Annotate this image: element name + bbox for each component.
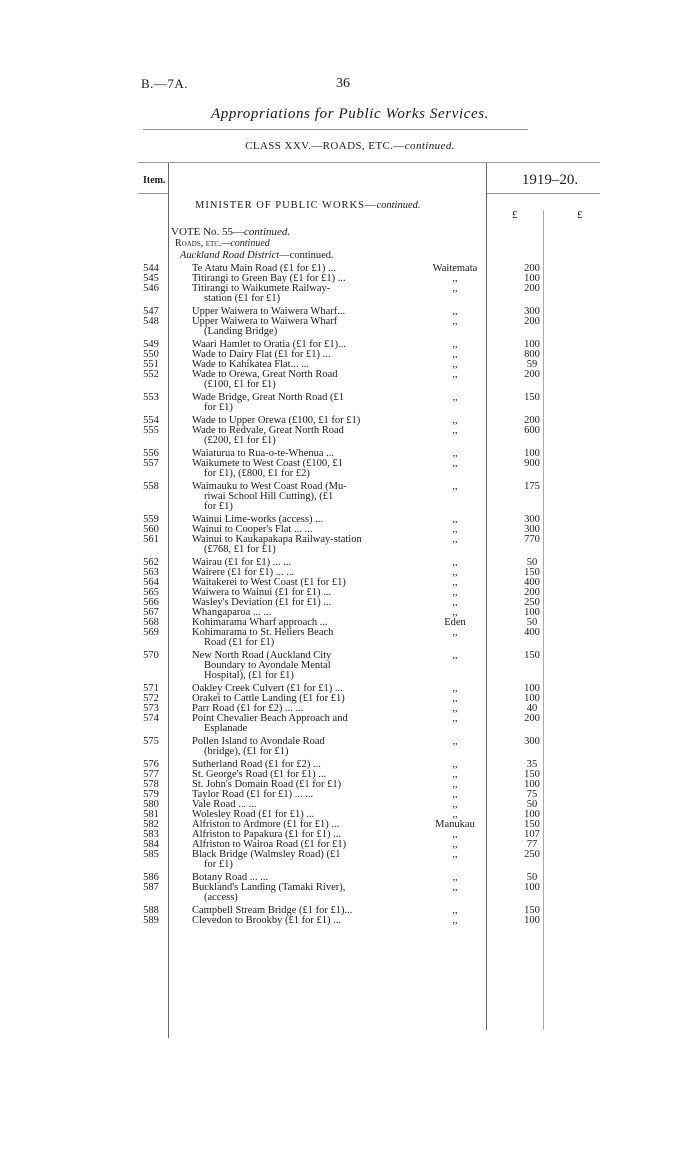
description-line: Clevedon to Brookby (£1 for £1) ... (192, 915, 342, 926)
item-number: 587 (143, 882, 159, 893)
ministry-name: MINISTER OF PUBLIC WORKS— (195, 200, 377, 211)
description-line: Kohimarama Wharf approach ... (192, 617, 328, 628)
district-cont: —continued. (279, 250, 334, 261)
description-line: Alfriston to Wairoa Road (£1 for £1) (192, 839, 347, 850)
item-number: 580 (143, 799, 159, 810)
subhead-heading (175, 238, 270, 249)
description-line: Waiaturua to Rua-o-te-Whenua ... (192, 448, 335, 459)
description-continuation: for £1) (204, 501, 233, 512)
description-line: Wade to Orewa, Great North Road (192, 369, 338, 380)
description-line: Alfriston to Ardmore (£1 for £1) ... (192, 819, 340, 830)
pound-header-2: £ (577, 209, 583, 221)
item-amount: 150 (524, 392, 540, 403)
item-number: 575 (143, 736, 159, 747)
description-line: Wade to Upper Orewa (£100, £1 for £1) (192, 415, 361, 426)
item-amount: 100 (524, 779, 540, 790)
item-amount: 77 (526, 839, 538, 850)
class-heading-cont: continued. (404, 140, 455, 152)
item-amount: 50 (526, 872, 538, 883)
item-district: ,, (452, 514, 458, 525)
description-continuation: Hospital), (£1 for £1) (204, 670, 294, 681)
item-number: 563 (143, 567, 159, 578)
item-amount: 150 (524, 819, 540, 830)
item-description (192, 482, 411, 512)
description-line: Orakei to Cattle Landing (£1 for £1) (192, 693, 345, 704)
description-continuation: (£100, £1 for £1) (204, 379, 276, 390)
item-description (192, 459, 411, 479)
description-line: St. George's Road (£1 for £1) ... (192, 769, 327, 780)
document-reference: B.—7A. (141, 76, 189, 91)
description-line: Wairau (£1 for £1) ... ... (192, 557, 292, 568)
item-district: ,, (452, 915, 458, 926)
description-continuation: Road (£1 for £1) (204, 637, 275, 648)
item-amount: 400 (524, 577, 540, 588)
description-continuation: for £1) (204, 859, 233, 870)
table-top-rule (138, 162, 600, 163)
district-heading (180, 250, 334, 261)
item-district: ,, (452, 359, 458, 370)
description-line: Waitakerei to West Coast (£1 for £1) (192, 577, 346, 588)
item-amount: 50 (526, 557, 538, 568)
item-amount: 100 (524, 273, 540, 284)
item-number: 546 (143, 283, 159, 294)
description-continuation: (£200, £1 for £1) (204, 435, 276, 446)
item-number: 571 (143, 683, 159, 694)
item-description (192, 883, 411, 903)
description-continuation: for £1), (£800, £1 for £2) (204, 468, 310, 479)
item-number: 567 (143, 607, 159, 618)
description-continuation: station (£1 for £1) (204, 293, 281, 304)
item-number: 572 (143, 693, 159, 704)
item-amount: 150 (524, 567, 540, 578)
item-district: ,, (452, 339, 458, 350)
subhead-name: Roads, etc. (175, 238, 222, 249)
ministry-heading (195, 200, 420, 211)
description-continuation: Boundary to Avondale Mental (204, 660, 331, 671)
description-continuation: (access) (204, 892, 238, 903)
item-amount: 59 (526, 359, 538, 370)
item-district: Waitemata (432, 263, 478, 274)
item-number: 566 (143, 597, 159, 608)
vote-cont: continued. (244, 226, 291, 238)
item-amount: 300 (524, 306, 540, 317)
item-number: 561 (143, 534, 159, 545)
item-district: ,, (452, 829, 458, 840)
item-district: ,, (452, 872, 458, 883)
item-amount: 900 (524, 458, 540, 469)
description-line: Point Chevalier Beach Approach and (192, 713, 348, 724)
description-line: Black Bridge (Walmsley Road) (£1 (192, 849, 341, 860)
description-line: Buckland's Landing (Tamaki River), (192, 882, 346, 893)
item-district: ,, (452, 905, 458, 916)
item-district: ,, (452, 349, 458, 360)
item-number: 547 (143, 306, 159, 317)
description-line: Wairere (£1 for £1) ... ... (192, 567, 295, 578)
item-number: 569 (143, 627, 159, 638)
item-amount: 100 (524, 693, 540, 704)
description-line: Wainui Lime-works (access) ... (192, 514, 323, 525)
item-amount: 770 (524, 534, 540, 545)
item-district: ,, (452, 759, 458, 770)
item-district: ,, (452, 534, 458, 545)
description-line: Wade to Redvale, Great North Road (192, 425, 344, 436)
item-amount: 200 (524, 316, 540, 327)
item-number: 582 (143, 819, 159, 830)
item-amount: 400 (524, 627, 540, 638)
item-description (192, 628, 411, 648)
item-district: ,, (452, 769, 458, 780)
item-district: ,, (452, 597, 458, 608)
item-number: 558 (143, 481, 159, 492)
item-amount: 600 (524, 425, 540, 436)
page-number: 36 (336, 76, 350, 91)
description-continuation: riwai School Hill Cutting), (£1 (204, 491, 334, 502)
item-number: 588 (143, 905, 159, 916)
item-amount: 100 (524, 607, 540, 618)
description-line: St. John's Domain Road (£1 for £1) (192, 779, 342, 790)
item-amount: 100 (524, 683, 540, 694)
description-line: Whangaparoa ... ... (192, 607, 272, 618)
page-title: Appropriations for Public Works Services. (210, 106, 490, 122)
description-line: Titirangi to Green Bay (£1 for £1) ... (192, 273, 346, 284)
item-district: Eden (444, 617, 466, 628)
item-amount: 50 (526, 617, 538, 628)
item-amount: 300 (524, 524, 540, 535)
item-column-divider (168, 163, 169, 1038)
vote-heading (171, 226, 290, 238)
item-number: 548 (143, 316, 159, 327)
item-district: ,, (452, 650, 458, 661)
item-number: 586 (143, 872, 159, 883)
item-amount: 200 (524, 415, 540, 426)
vote-name: VOTE No. 55— (171, 226, 245, 238)
item-description (192, 535, 411, 555)
item-number: 578 (143, 779, 159, 790)
description-line: Wade Bridge, Great North Road (£1 (192, 392, 344, 403)
item-description (192, 426, 411, 446)
item-district: ,, (452, 693, 458, 704)
item-district: ,, (452, 713, 458, 724)
item-district: ,, (452, 369, 458, 380)
item-number: 589 (143, 915, 159, 926)
item-amount: 300 (524, 514, 540, 525)
description-line: Campbell Stream Bridge (£1 for £1)... (192, 905, 353, 916)
description-continuation: (Landing Bridge) (204, 326, 278, 337)
item-amount: 100 (524, 339, 540, 350)
item-district: ,, (452, 703, 458, 714)
item-district: ,, (452, 587, 458, 598)
item-number: 551 (143, 359, 159, 370)
item-amount: 150 (524, 769, 540, 780)
item-district: Manukau (435, 819, 475, 830)
item-district: ,, (452, 448, 458, 459)
description-continuation: (bridge), (£1 for £1) (204, 746, 289, 757)
item-number: 555 (143, 425, 159, 436)
item-district: ,, (452, 683, 458, 694)
ministry-cont: continued. (376, 200, 421, 211)
description-continuation: for £1) (204, 402, 233, 413)
item-number: 583 (143, 829, 159, 840)
description-line: Waikumete to West Coast (£100, £1 (192, 458, 343, 469)
description-line: Wainui to Kaukapakapa Railway-station (192, 534, 362, 545)
item-number: 562 (143, 557, 159, 568)
item-district: ,, (452, 799, 458, 810)
item-district: ,, (452, 809, 458, 820)
description-line: Oakley Creek Culvert (£1 for £1) ... (192, 683, 343, 694)
item-district: ,, (452, 524, 458, 535)
item-district: ,, (452, 607, 458, 618)
item-district: ,, (452, 567, 458, 578)
item-amount: 40 (526, 703, 538, 714)
item-amount: 800 (524, 349, 540, 360)
item-description (192, 714, 411, 734)
item-district: ,, (452, 283, 458, 294)
description-line: Sutherland Road (£1 for £2) ... (192, 759, 321, 770)
description-line: Taylor Road (£1 for £1) ... ... (192, 789, 314, 800)
description-line: Waimauku to West Coast Road (Mu- (192, 481, 347, 492)
description-line: Wade to Kahikatea Flat... ... (192, 359, 309, 370)
description-line: Upper Waiwera to Waiwera Wharf... (192, 306, 346, 317)
year-header-rule (486, 193, 600, 194)
item-number: 554 (143, 415, 159, 426)
item-number: 574 (143, 713, 159, 724)
description-line: Pollen Island to Avondale Road (192, 736, 325, 747)
item-number: 570 (143, 650, 159, 661)
item-district: ,, (452, 273, 458, 284)
district-name: Auckland Road District (180, 250, 280, 261)
item-amount: 250 (524, 597, 540, 608)
item-amount: 100 (524, 915, 540, 926)
item-district: ,, (452, 789, 458, 800)
description-line: Botany Road ... ... (192, 872, 269, 883)
item-district: ,, (452, 577, 458, 588)
item-number: 553 (143, 392, 159, 403)
item-number: 549 (143, 339, 159, 350)
description-line: Kohimarama to St. Heliers Beach (192, 627, 334, 638)
description-line: Wolesley Road (£1 for £1) ... (192, 809, 315, 820)
item-number: 559 (143, 514, 159, 525)
item-district: ,, (452, 849, 458, 860)
item-number: 550 (143, 349, 159, 360)
item-number: 573 (143, 703, 159, 714)
item-number: 568 (143, 617, 159, 628)
item-number: 545 (143, 273, 159, 284)
description-line: Waiwera to Wainui (£1 for £1) ... (192, 587, 331, 598)
item-amount: 200 (524, 587, 540, 598)
item-number: 584 (143, 839, 159, 850)
item-amount: 300 (524, 736, 540, 747)
subhead-cont: —continued (221, 238, 270, 249)
description-line: Parr Road (£1 for £2) ... ... (192, 703, 304, 714)
item-number: 565 (143, 587, 159, 598)
item-description (192, 370, 411, 390)
description-line: New North Road (Auckland City (192, 650, 332, 661)
item-number: 581 (143, 809, 159, 820)
description-line: Titirangi to Waikumete Railway- (192, 283, 331, 294)
item-number: 557 (143, 458, 159, 469)
item-district: ,, (452, 425, 458, 436)
item-number: 585 (143, 849, 159, 860)
description-line: Waari Hamlet to Oratia (£1 for £1)... (192, 339, 346, 350)
item-district: ,, (452, 458, 458, 469)
item-number: 576 (143, 759, 159, 770)
item-description (192, 850, 411, 870)
pound-header-1: £ (512, 209, 518, 221)
year-column-header: 1919–20. (521, 172, 579, 188)
item-description (192, 317, 411, 337)
item-description (192, 284, 411, 304)
item-district: ,, (452, 627, 458, 638)
item-number: 560 (143, 524, 159, 535)
description-continuation: (£768, £1 for £1) (204, 544, 276, 555)
description-continuation: Esplanade (204, 723, 248, 734)
item-header-rule (138, 193, 168, 194)
item-district: ,, (452, 736, 458, 747)
item-district: ,, (452, 481, 458, 492)
item-amount: 35 (526, 759, 538, 770)
class-heading-main: CLASS XXV.—ROADS, ETC.— (245, 140, 405, 152)
title-rule (143, 129, 528, 130)
description-line: Upper Waiwera to Waiwera Wharf (192, 316, 338, 327)
item-amount: 107 (524, 829, 540, 840)
class-heading (0, 140, 700, 152)
item-district: ,, (452, 316, 458, 327)
item-description (192, 393, 411, 413)
item-district: ,, (452, 839, 458, 850)
item-amount: 200 (524, 263, 540, 274)
description-line: Wade to Dairy Flat (£1 for £1) ... (192, 349, 331, 360)
item-number: 552 (143, 369, 159, 380)
description-line: Alfriston to Papakura (£1 for £1) ... (192, 829, 342, 840)
item-amount: 100 (524, 809, 540, 820)
item-number: 564 (143, 577, 159, 588)
item-column-header: Item. (143, 175, 166, 186)
item-amount: 250 (524, 849, 540, 860)
item-number: 556 (143, 448, 159, 459)
item-district: ,, (452, 306, 458, 317)
item-amount: 50 (526, 799, 538, 810)
item-amount: 100 (524, 882, 540, 893)
item-district: ,, (452, 557, 458, 568)
description-line: Vale Road ... ... (192, 799, 257, 810)
description-line: Wainui to Cooper's Flat ... ... (192, 524, 313, 535)
item-description (192, 651, 411, 681)
item-description (192, 737, 411, 757)
item-description (192, 916, 411, 926)
item-amount: 150 (524, 905, 540, 916)
item-district: ,, (452, 779, 458, 790)
item-amount: 200 (524, 369, 540, 380)
item-number: 579 (143, 789, 159, 800)
item-amount: 150 (524, 650, 540, 661)
description-line: Te Atatu Main Road (£1 for £1) ... (192, 263, 336, 274)
item-number: 544 (143, 263, 159, 274)
item-district: ,, (452, 882, 458, 893)
item-amount: 75 (526, 789, 538, 800)
item-district: ,, (452, 392, 458, 403)
item-amount: 200 (524, 283, 540, 294)
item-district: ,, (452, 415, 458, 426)
description-line: Wasley's Deviation (£1 for £1) ... (192, 597, 332, 608)
item-amount: 175 (524, 481, 540, 492)
item-amount: 200 (524, 713, 540, 724)
item-amount: 100 (524, 448, 540, 459)
item-number: 577 (143, 769, 159, 780)
